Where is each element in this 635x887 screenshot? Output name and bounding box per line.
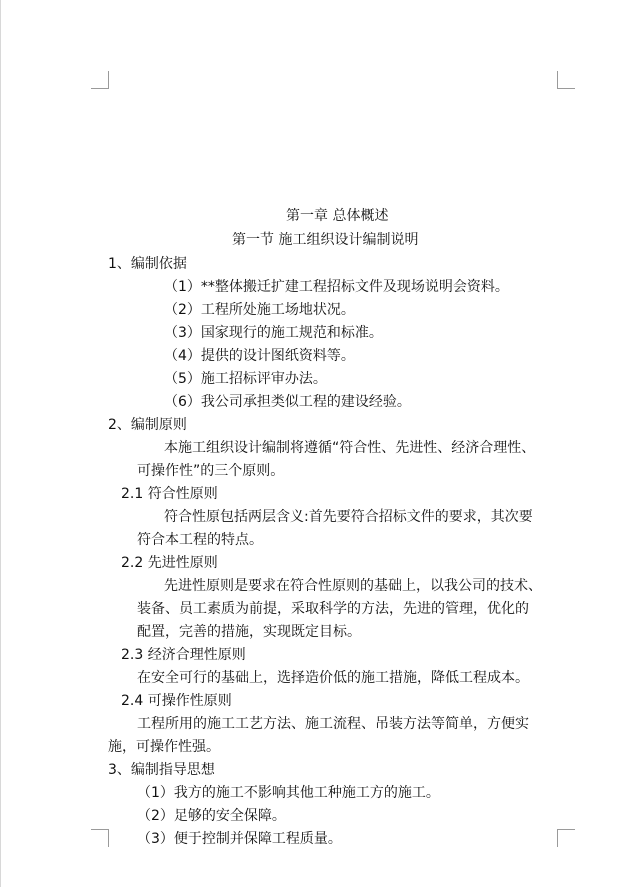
- paragraph-line: 施，可操作性强。: [108, 739, 220, 755]
- subheading-2-1: 2.1 符合性原则: [121, 486, 218, 502]
- paragraph-line: 可操作性”的三个原则。: [137, 463, 285, 479]
- list-item: （2）足够的安全保障。: [137, 808, 286, 824]
- heading-basis: 1、编制依据: [108, 256, 187, 272]
- list-item: （3）国家现行的施工规范和标准。: [164, 325, 383, 341]
- subheading-2-3: 2.3 经济合理性原则: [121, 647, 246, 663]
- heading-principles: 2、编制原则: [108, 417, 187, 433]
- list-item: （1）我方的施工不影响其他工种施工方的施工。: [137, 785, 440, 801]
- list-item: （4）提供的设计图纸资料等。: [164, 348, 355, 364]
- section-title: 第一节 施工组织设计编制说明: [232, 232, 419, 248]
- paragraph-line: 先进性原则是要求在符合性原则的基础上，以我公司的技术、: [164, 578, 542, 594]
- paragraph-line: 配置，完善的措施，实现既定目标。: [137, 624, 361, 640]
- paragraph-line: 装备、员工素质为前提，采取科学的方法，先进的管理，优化的: [137, 601, 529, 617]
- paragraph-line: 工程所用的施工工艺方法、施工流程、吊装方法等简单，方便实: [137, 716, 529, 732]
- paragraph-line: 符合本工程的特点。: [137, 532, 263, 548]
- list-item: （3）便于控制并保障工程质量。: [137, 831, 342, 847]
- list-item: （5）施工招标评审办法。: [164, 371, 327, 387]
- subheading-2-4: 2.4 可操作性原则: [121, 693, 232, 709]
- paragraph-line: 在安全可行的基础上，选择造价低的施工措施，降低工程成本。: [137, 670, 529, 686]
- paragraph-line: 本施工组织设计编制将遵循“符合性、先进性、经济合理性、: [164, 440, 536, 456]
- chapter-title: 第一章 总体概述: [286, 208, 389, 224]
- list-item: （1）**整体搬迁扩建工程招标文件及现场说明会资料。: [164, 279, 509, 295]
- subheading-2-2: 2.2 先进性原则: [121, 555, 218, 571]
- paragraph-line: 符合性原包括两层含义:首先要符合招标文件的要求，其次要: [164, 509, 533, 525]
- heading-guidance: 3、编制指导思想: [108, 762, 215, 778]
- list-item: （6）我公司承担类似工程的建设经验。: [164, 394, 411, 410]
- list-item: （2）工程所处施工场地状况。: [164, 302, 355, 318]
